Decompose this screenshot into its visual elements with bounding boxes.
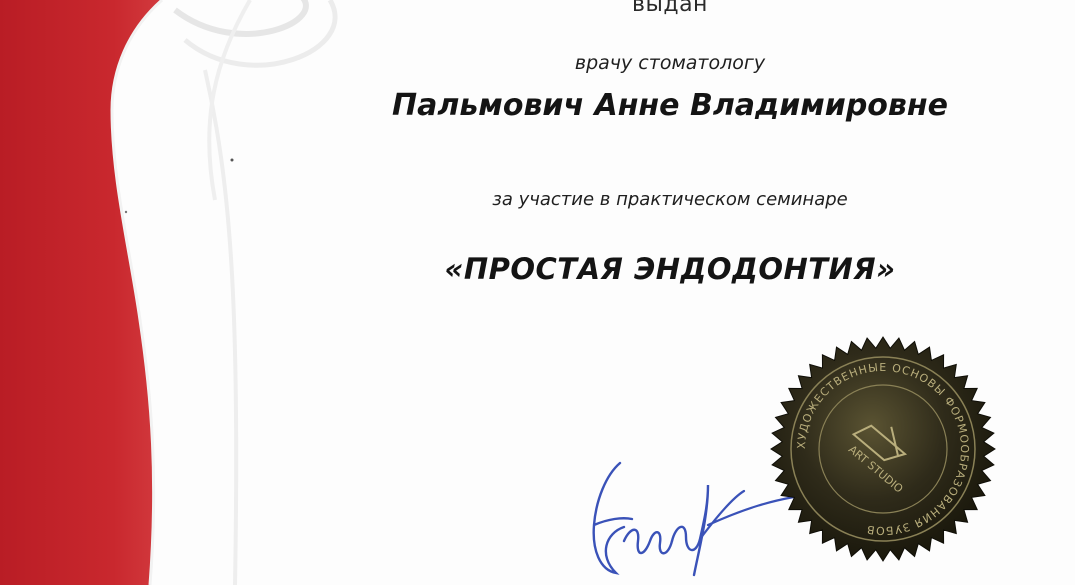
seal-ring-text: ХУДОЖЕСТВЕННЫЕ ОСНОВЫ ФОРМООБРАЗОВАНИЯ ЗУБОВ <box>794 360 972 538</box>
seminar-title: «ПРОСТАЯ ЭНДОДОНТИЯ» <box>444 252 896 286</box>
recipient-profession: врачу стоматологу <box>574 52 766 74</box>
seal-image <box>768 334 998 564</box>
seal-center-text: ART STUDIO <box>845 442 906 496</box>
participation-text: за участие в практическом семинаре <box>492 189 848 210</box>
issued-label: выдан <box>632 0 708 17</box>
signature-image <box>558 445 798 585</box>
recipient-name: Пальмович Анне Владимировне <box>392 88 948 123</box>
